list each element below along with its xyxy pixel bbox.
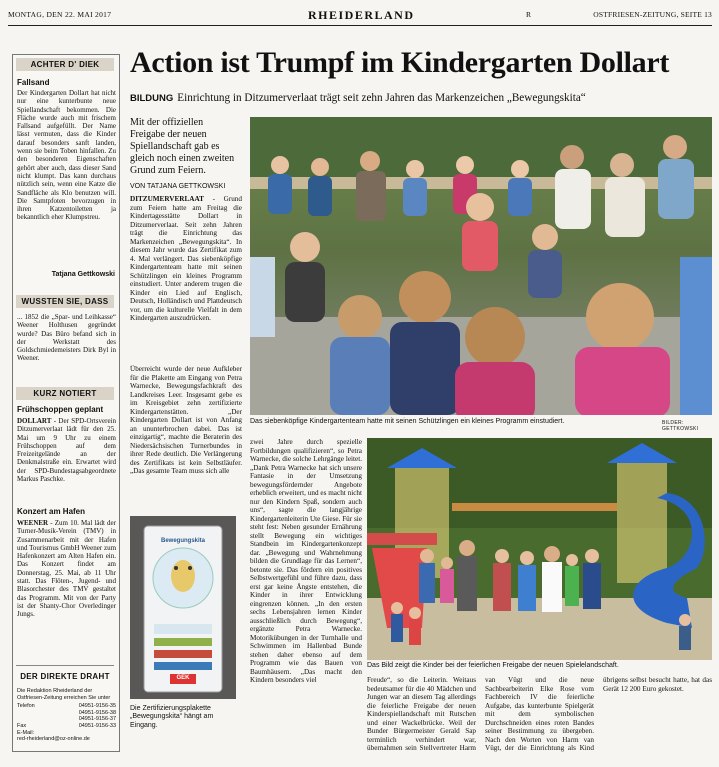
konzert-text: WEENER - Zum 10. Mal lädt der Turner-Musik-Verein (TMV) in Zusammenarbeit mit der Hafen und Tourismus GmbH Weener zum Hafenkonzert am Alten Hafen ein. Das Konzert findet am Donnerstag, 25. Mai, ab 11 Uhr statt. Das Flöten-, Jugend- und Blasorchester des TMV gestaltet das Programm. Mit von der Party ist der Shanty-Chor Overledinger Jungs.: [17, 519, 117, 619]
article-col1: DITZUMERVERLAAT - Grund zum Feiern hatte am Freitag die Kindertagesstätte Dollart in Ditzumerverlaat. Seit zehn Jahren trägt die Einrichtung das Markenzeichen „Bewegungskita“. In diesem Jahr wurde das Zertifikat zum 4. Mal verlängert. Das siebenköpfige Kindergartenteam hatte mit seinen Schützlingen ein kleines Programm einstudiert. Unter anderem trugen die Kinder ein Lied auf Englisch, Deutsch, Holländisch und Plattdeutsch vor, um die kulturelle Vielfalt in dem Kindergarten auszudrücken.: [130, 195, 242, 322]
photo-playground-caption: Das Bild zeigt die Kinder bei der feierlichen Freigabe der neuen Spielelandschaft.: [367, 662, 619, 669]
sidebar-divider: [16, 665, 114, 666]
section-region: RHEIDERLAND: [308, 8, 415, 22]
article-subline: [130, 92, 710, 104]
wussten-text: ... 1852 die „Spar- und Leihkasse“ Weener Holthusen gegründet wurde? Das Büro befand sich in der Werkstatt des Goldschmiedemeisters Dirk Byl in Weener.: [17, 313, 116, 363]
kurz-title: KURZ NOTIERT: [16, 387, 114, 400]
paper-page: OSTFRIESEN-ZEITUNG, SEITE 13: [593, 10, 712, 19]
achter-author: Tatjana Gettkowski: [51, 271, 115, 278]
draht-email[interactable]: red-rheiderland@oz-online.de: [17, 736, 90, 743]
topic-label: BILDUNG: [130, 93, 174, 104]
photo-group: [250, 117, 712, 415]
achter-title: ACHTER D' DIEK: [16, 58, 114, 71]
photo-credit: BILDER: GETTKOWSKI: [662, 420, 699, 432]
fallsand-heading: Fallsand: [17, 78, 50, 87]
issue-date: MONTAG, DEN 22. MAI 2017: [8, 10, 112, 19]
article-byline: VON TATJANA GETTKOWSKI: [130, 183, 226, 190]
photo-playground: [367, 438, 712, 660]
fallsand-text: Der Kindergarten Dollart hat nicht nur eine kunterbunte neue Spiellandschaft bekommen. Die Fläche wurde auch mit frischem Fallsand aufgefüllt. Der Name lässt vermuten, dass die Kinder darauf besonders sanft landen, wenn sie beim Toben hinfallen. Zu den besonderen Eigenschaften gehört aber auch, dass dieser Sand nicht klumpt. Das kann durchaus nützlich sein, wenn eine Katze die Sandfläche als Klo benutzen will. Die Samtpfoten bevorzugen in ihren Katzentoiletten ja bekanntlich eher Klumpstreu.: [17, 89, 116, 222]
draht-content: Die Redaktion Rheiderland der Ostfriesen-Zeitung erreichen Sie unter Telefon 04951-9156-35 04951-9156-38 04951-9156-37 Fax 04951-9156-33 E-Mail: red-rheiderland@oz-online.de: [17, 688, 116, 743]
draht-title: DER DIREKTE DRAHT: [20, 672, 110, 681]
sidebar: [12, 54, 120, 752]
article-bottom: [367, 676, 712, 758]
wussten-title: WUSSTEN SIE, DASS: [16, 295, 114, 308]
region-mark: R: [526, 10, 532, 19]
photo-plaque: [130, 516, 236, 699]
playground-image: [367, 438, 712, 660]
subline-text: Einrichtung in Ditzumerverlaat trägt seit zehn Jahren das Markenzeichen „Bewegungskita“: [177, 92, 586, 104]
photo-plaque-caption: Die Zertifizierungsplakette „Bewegungskita“ hängt am Eingang.: [130, 705, 214, 729]
draht-intro: Die Redaktion Rheiderland der Ostfriesen-Zeitung erreichen Sie unter: [17, 688, 111, 701]
article-col3: zwei Jahre durch spezielle Fortbildungen qualifizieren“, so Petra Warnecke, die solche Lehrgänge leitet. „Dank Petra Warnecke hat sich unsere Fantasie in der Umsetzung bewegungsfördernder Angebote erheblich erweitert, und es macht nicht nur den Kindern Spaß, sondern auch uns“, sagte die langjährige Kindergartenleiterin Ute Giese. Für sie steht fest: Neben gesunder Ernährung stellt Bewegung ein wichtiges Standbein im Kindergartenkonzept dar. „Bewegung und Wahrnehmung bilden die Grundlage für das Lernen“, betonte sie. Das fördern ein positives Selbstwertgefühl und führe dazu, dass erst gar keine Ängste entstehen, die Kinder in ihrer Entwicklung eingrenzen können. „In den ersten sechs Lebensjahren lernen Kinder ausschließlich durch Bewegung“, ergänzte Petra Warnecke. Motorikübungen in der Turnhalle und Schwimmen im Hallenbad Bunde stehen daher ebenso auf dem Programm wie das Bauen von Baumhäusern. „Das macht den Kindern besonders viel: [250, 438, 362, 684]
article-intro: Mit der offiziellen Freigabe der neuen Spiellandschaft gab es gleich noch einen zweiten Grund zum Feiern.: [130, 117, 235, 176]
header-rule: [8, 25, 712, 26]
page-header: [8, 6, 712, 26]
fruehschoppen-text: DOLLART - Der SPD-Ortsverein Ditzumerverlaat lädt für den 25. Mai um 9 Uhr zu einem Frühschoppen auf dem Freizeitgelände an der Denkmalstraße ein. Erwartet wird der SPD-Bundestagsabgeordnete Markus Paschke.: [17, 417, 116, 484]
photo-group-caption: Das siebenköpfige Kindergartenteam hatte mit seinen Schützlingen ein kleines Programm einstudiert.: [250, 418, 565, 425]
fruehschoppen-heading: Frühschoppen geplant: [17, 405, 104, 414]
article-col2: Überreicht wurde der neue Aufkleber für die Plakette am Eingang von Petra Warnecke, Bewegungsfachkraft des Landkreises Leer. Insgesamt gebe es im Kreisgebiet zehn zertifizierte Kindergartenstätten. „Der Kindergarten Dollart ist von Anfang an ununterbrochen dabei. Das ist einzigartig“, machte die Beraterin des Niedersächsischen Turnerbundes in ihrer Rede deutlich. Die Verlängerung des Zertifikats ist kein Selbstläufer. „Das gesamte Team muss sich alle: [130, 365, 242, 475]
konzert-heading: Konzert am Hafen: [17, 507, 86, 516]
plaque-badge: GEK: [176, 675, 190, 681]
photo-group-image: [250, 117, 712, 415]
article-bottom-text: Freude“, so die Leiterin. Weitaus bedeutsamer für die 40 Mädchen und Jungen war an diesem Tag allerdings die feierliche Freigabe der neuen Kinderspiellandschaft mit Rutschen und einer Wackelbrücke. Weil der Bunder Bürgermeister Gerald Sap terminlich verhindert war, übernahmen sein Stellvertreter Harm van Vügt und die neue Sachbearbeiterin Elke Rose vom Fachbereich IV die feierliche Aufgabe, das kunterbunte Spielgerät mit dem symbolischen Durchschneiden eines roten Bandes seiner Bestimmung zu übergeben. Nach den Worten von Harm van Vügt, der die Einrichtung als Kind übrigens selbst besucht hatte, hat das Gerät 12 200 Euro gekostet.: [367, 676, 712, 752]
article-headline: Action ist Trumpf im Kindergarten Dollart: [130, 46, 670, 79]
plaque-text: Bewegungskita: [160, 538, 205, 544]
